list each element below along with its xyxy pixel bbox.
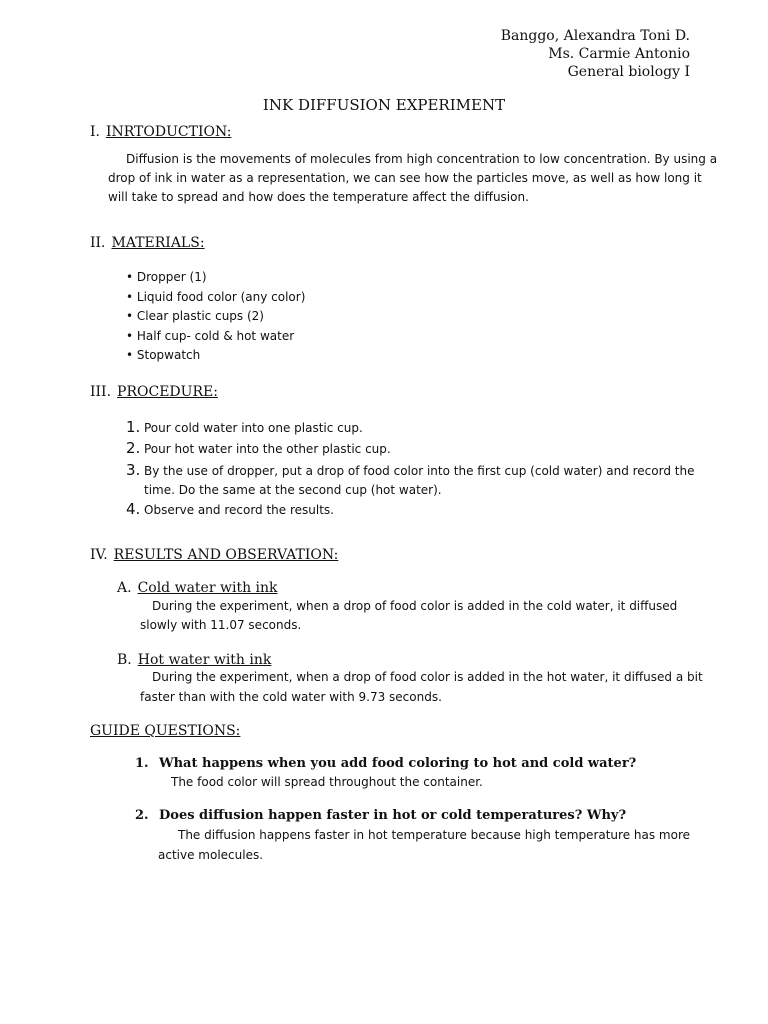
student-name: Banggo, Alexandra Toni D.: [500, 28, 690, 44]
intro-line-3: will take to spread and how does the temperature affect the diffusion.: [108, 190, 529, 204]
guide-questions-heading: GUIDE QUESTIONS:: [90, 723, 241, 739]
section-materials-heading: [90, 235, 205, 251]
step-text: Observe and record the results.: [144, 503, 334, 517]
section-label: MATERIALS:: [111, 235, 205, 251]
step-text: Pour hot water into the other plastic cup.: [144, 442, 391, 456]
section-label: RESULTS AND OBSERVATION:: [113, 547, 339, 563]
subject-name: General biology I: [567, 64, 690, 80]
step-text: By the use of dropper, put a drop of food color into the first cup (cold water) and record the: [144, 464, 695, 478]
result-b-heading: [117, 652, 271, 668]
question-text: What happens when you add food coloring to hot and cold water?: [159, 756, 637, 771]
section-introduction-heading: [90, 124, 231, 140]
result-title: Cold water with ink: [137, 580, 278, 596]
result-a-heading: [117, 580, 278, 596]
section-procedure-heading: [90, 384, 218, 400]
result-a-line-1: During the experiment, when a drop of food color is added in the cold water, it diffused: [152, 599, 678, 613]
teacher-name: Ms. Carmie Antonio: [548, 46, 690, 62]
result-title: Hot water with ink: [137, 652, 272, 668]
document-title: INK DIFFUSION EXPERIMENT: [262, 96, 506, 114]
intro-line-2: drop of ink in water as a representation, we can see how the particles move, as well as how long it: [108, 171, 702, 185]
result-letter: B.: [117, 652, 132, 668]
step-number: 3.: [126, 461, 141, 479]
result-letter: A.: [117, 580, 132, 596]
result-b-line-2: faster than with the cold water with 9.73 seconds.: [140, 690, 442, 704]
section-number: IV.: [90, 547, 108, 563]
question-2: [135, 808, 626, 823]
question-number: 1.: [135, 756, 149, 771]
result-a-line-2: slowly with 11.07 seconds.: [140, 618, 302, 632]
answer-2-line-1: The diffusion happens faster in hot temperature because high temperature has more: [178, 828, 691, 842]
step-number: 1.: [126, 418, 141, 436]
question-text: Does diffusion happen faster in hot or cold temperatures? Why?: [159, 808, 627, 823]
list-item: • Clear plastic cups (2): [126, 309, 264, 323]
answer-2-line-2: active molecules.: [158, 848, 264, 862]
section-label: PROCEDURE:: [117, 384, 218, 400]
section-number: II.: [90, 235, 106, 251]
step-number: 4.: [126, 500, 141, 518]
step-number: 2.: [126, 439, 141, 457]
section-number: III.: [90, 384, 112, 400]
answer-1-line-1: The food color will spread throughout the container.: [171, 775, 483, 789]
result-b-line-1: During the experiment, when a drop of food color is added in the hot water, it diffused a bit: [152, 670, 703, 684]
list-item: • Half cup- cold & hot water: [126, 329, 295, 343]
section-number: I.: [90, 124, 100, 140]
step-text: time. Do the same at the second cup (hot water).: [144, 483, 442, 497]
section-label: INRTODUCTION:: [105, 124, 232, 140]
list-item: • Stopwatch: [126, 348, 201, 362]
step-text: Pour cold water into one plastic cup.: [144, 421, 363, 435]
list-item: • Liquid food color (any color): [126, 290, 306, 304]
question-1: [135, 756, 636, 771]
section-results-heading: [90, 547, 338, 563]
intro-line-1: Diffusion is the movements of molecules from high concentration to low concentration. By using a: [126, 152, 718, 166]
question-number: 2.: [135, 808, 149, 823]
list-item: • Dropper (1): [126, 270, 207, 284]
